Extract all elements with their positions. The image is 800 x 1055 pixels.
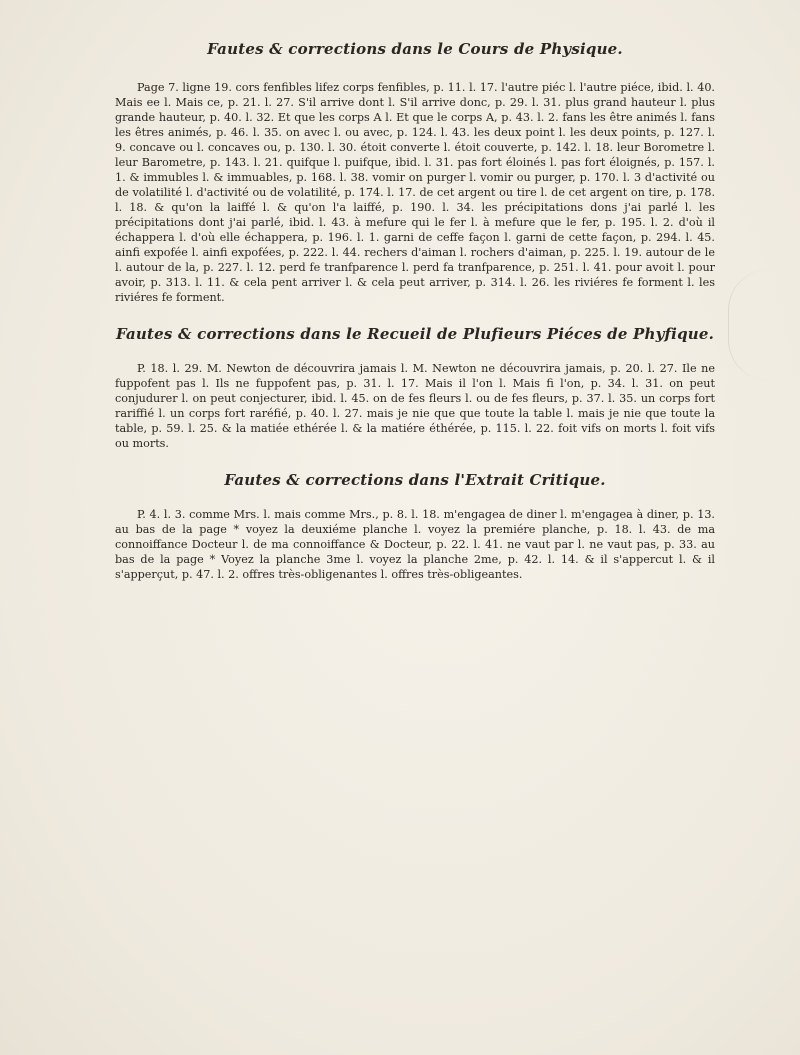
section-body-extrait: P. 4. l. 3. comme Mrs. l. mais comme Mrs., p. 8. l. 18. m'engagea de diner l. m'engagea à diner, p. 13. au bas de la page * voyez la deuxiéme planche l. voyez la premiére planche, p. 18. l. 43. de ma connoiffance Docteur l. de ma connoiffance & Docteur, p. 22. l. 41. ne vaut par l. ne vaut pas, p. 33. au bas de la page * Voyez la planche 3me l. voyez la planche 2me, p. 42. l. 14. & il s'appercut l. & il s'apperçut, p. 47. l. 2. offres très-obligenantes l. offres très-obligeantes.: [115, 508, 715, 581]
section-body-recueil: P. 18. l. 29. M. Newton de découvrira jamais l. M. Newton ne découvrira jamais, p. 20. l. 27. Ile ne fuppofent pas l. Ils ne fuppofent pas, p. 31. l. 17. Mais il l'on l. Mais fi l'on, p. 34. l. 31. on peut conjudurer l. on peut conjecturer, ibid. l. 45. on de fes fleurs l. ou de fes fleurs, p. 37. l. 35. un corps fort rariffié l. un corps fort raréfié, p. 40. l. 27. mais je nie que que toute la table l. mais je nie que toute la table, p. 59. l. 25. & la matiée ethérée l. & la matiére éthérée, p. 115. l. 22. foit vifs on morts l. foit vifs ou morts.: [115, 362, 715, 450]
errata-section-extrait: [115, 471, 715, 582]
page-edge-mark: [728, 270, 769, 380]
section-title-extrait: Fautes & corrections dans l'Extrait Critique.: [224, 471, 606, 489]
errata-content: [115, 40, 715, 582]
section-title-recueil: Fautes & corrections dans le Recueil de Plufieurs Piéces de Phyfique.: [115, 325, 715, 343]
errata-section-cours: [115, 40, 715, 305]
errata-section-recueil: [115, 325, 715, 451]
section-body-cours: Page 7. ligne 19. cors fenfibles lifez corps fenfibles, p. 11. l. 17. l'autre piéc l. l'autre piéce, ibid. l. 40. Mais ee l. Mais ce, p. 21. l. 27. S'il arrive dont l. S'il arrive donc, p. 29. l. 31. plus grand hauteur l. plus grande hauteur, p. 40. l. 32. Et que les corps A l. Et que le corps A, p. 43. l. 2. fans les être animés l. fans les êtres animés, p. 46. l. 35. on avec l. ou avec, p. 124. l. 43. les deux point l. les deux points, p. 127. l. 9. concave ou l. concaves ou, p. 130. l. 30. étoit converte l. étoit couverte, p. 142. l. 18. leur Borometre l. leur Barometre, p. 143. l. 21. quifque l. puifque, ibid. l. 31. pas fort éloinés l. pas fort éloignés, p. 157. l. 1. & immubles l. & immuables, p. 168. l. 38. vomir on purger l. vomir ou purger, p. 170. l. 3 d'activité ou de volatilité l. d'activité ou de volatilité, p. 174. l. 17. de cet argent ou tire l. de cet argent on tire, p. 178. l. 18. & qu'on la laiffé l. & qu'on l'a laiffé, p. 190. l. 34. les précipitations dons j'ai parlé l. les précipitations dont j'ai parlé, ibid. l. 43. à mefure qui le fer l. à mefure que le fer, p. 195. l. 2. d'où il échappera l. d'où elle échappera, p. 196. l. 1. garni de ceffe façon l. garni de cette façon, p. 294. l. 45. ainfi expofée l. ainfi expofées, p. 222. l. 44. rechers d'aiman l. rochers d'aiman, p. 225. l. 19. autour de le l. autour de la, p. 227. l. 12. perd fe tranfparence l. perd fa tranfparence, p. 251. l. 41. pour avoit l. pour avoir, p. 313. l. 11. & cela pent arriver l. & cela peut arriver, p. 314. l. 26. les riviéres fe forment l. les riviéres fe forment.: [115, 81, 715, 304]
section-title-cours: Fautes & corrections dans le Cours de Physique.: [207, 40, 623, 58]
